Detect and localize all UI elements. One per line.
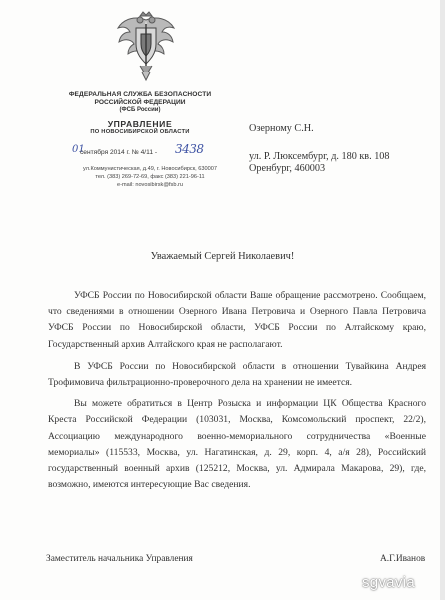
letter-body — [48, 288, 426, 499]
sender-phone-line: тел. (383) 269-72-69, факс (383) 221-96-11 — [95, 174, 205, 180]
handwritten-day: 01 — [72, 144, 85, 155]
sender-address-line: ул.Коммунистическая, д.49, г. Новосибирск, 630007 — [83, 166, 217, 172]
body-paragraph-1: УФСБ России по Новосибирской области Ваше обращение рассмотрено. Сообщаем, что сведениями в отношении Озерного Ивана Петровича и Озерного Павла Петровича УФСБ России по Новосибирской области, УФСБ России по Алтайскому краю, Государственный архив Алтайского края не располагают. — [48, 290, 426, 350]
dateline-printed: сентября 2014 г. № 4/11 - — [80, 149, 158, 156]
fsb-emblem-icon — [114, 10, 178, 82]
watermark: sgvavia — [362, 574, 415, 591]
page-edge — [440, 0, 445, 600]
signatory-position: Заместитель начальника Управления — [46, 554, 193, 564]
letterhead-line-2: РОССИЙСКОЙ ФЕДЕРАЦИИ — [94, 99, 186, 106]
letterhead-line-3: (ФСБ России) — [119, 107, 161, 113]
letterhead-region: ПО НОВОСИБИРСКОЙ ОБЛАСТИ — [90, 129, 190, 135]
recipient-street: ул. Р. Люксембург, д. 180 кв. 108 — [249, 151, 390, 162]
recipient-name: Озерному С.Н. — [249, 123, 314, 134]
salutation: Уважаемый Сергей Николаевич! — [150, 251, 295, 262]
letterhead-department: УПРАВЛЕНИЕ — [107, 119, 173, 129]
sender-email-line: e-mail: novosibirsk@fsb.ru — [117, 182, 183, 188]
handwritten-number: 3438 — [175, 142, 204, 156]
body-paragraph-2: В УФСБ России по Новосибирской области в отношении Тувайкина Андрея Трофимовича фильтрационно-проверочного дела на хранении не имеется. — [48, 360, 426, 389]
body-paragraph-3: Вы можете обратиться в Центр Розыска и информации ЦК Общества Красного Креста Российской Федерации (103031, Москва, Комсомольский проспект, 22/2), Ассоциацию международного военно-мемориального сотрудничества «Военные мемориалы» (115533, Москва, ул. Нагатинская, д. 29, корп. 4, а/я 28), Российский государственный военный архив (125212, Москва, ул. Адмирала Макарова, 29), где, возможно, имеются интересующие Вас сведения. — [48, 398, 426, 491]
signatory-name: А.Г.Иванов — [380, 554, 426, 564]
letterhead-line-1: ФЕДЕРАЛЬНАЯ СЛУЖБА БЕЗОПАСНОСТИ — [68, 91, 212, 98]
recipient-city: Оренбург, 460003 — [249, 163, 326, 174]
date-and-number — [60, 149, 280, 156]
